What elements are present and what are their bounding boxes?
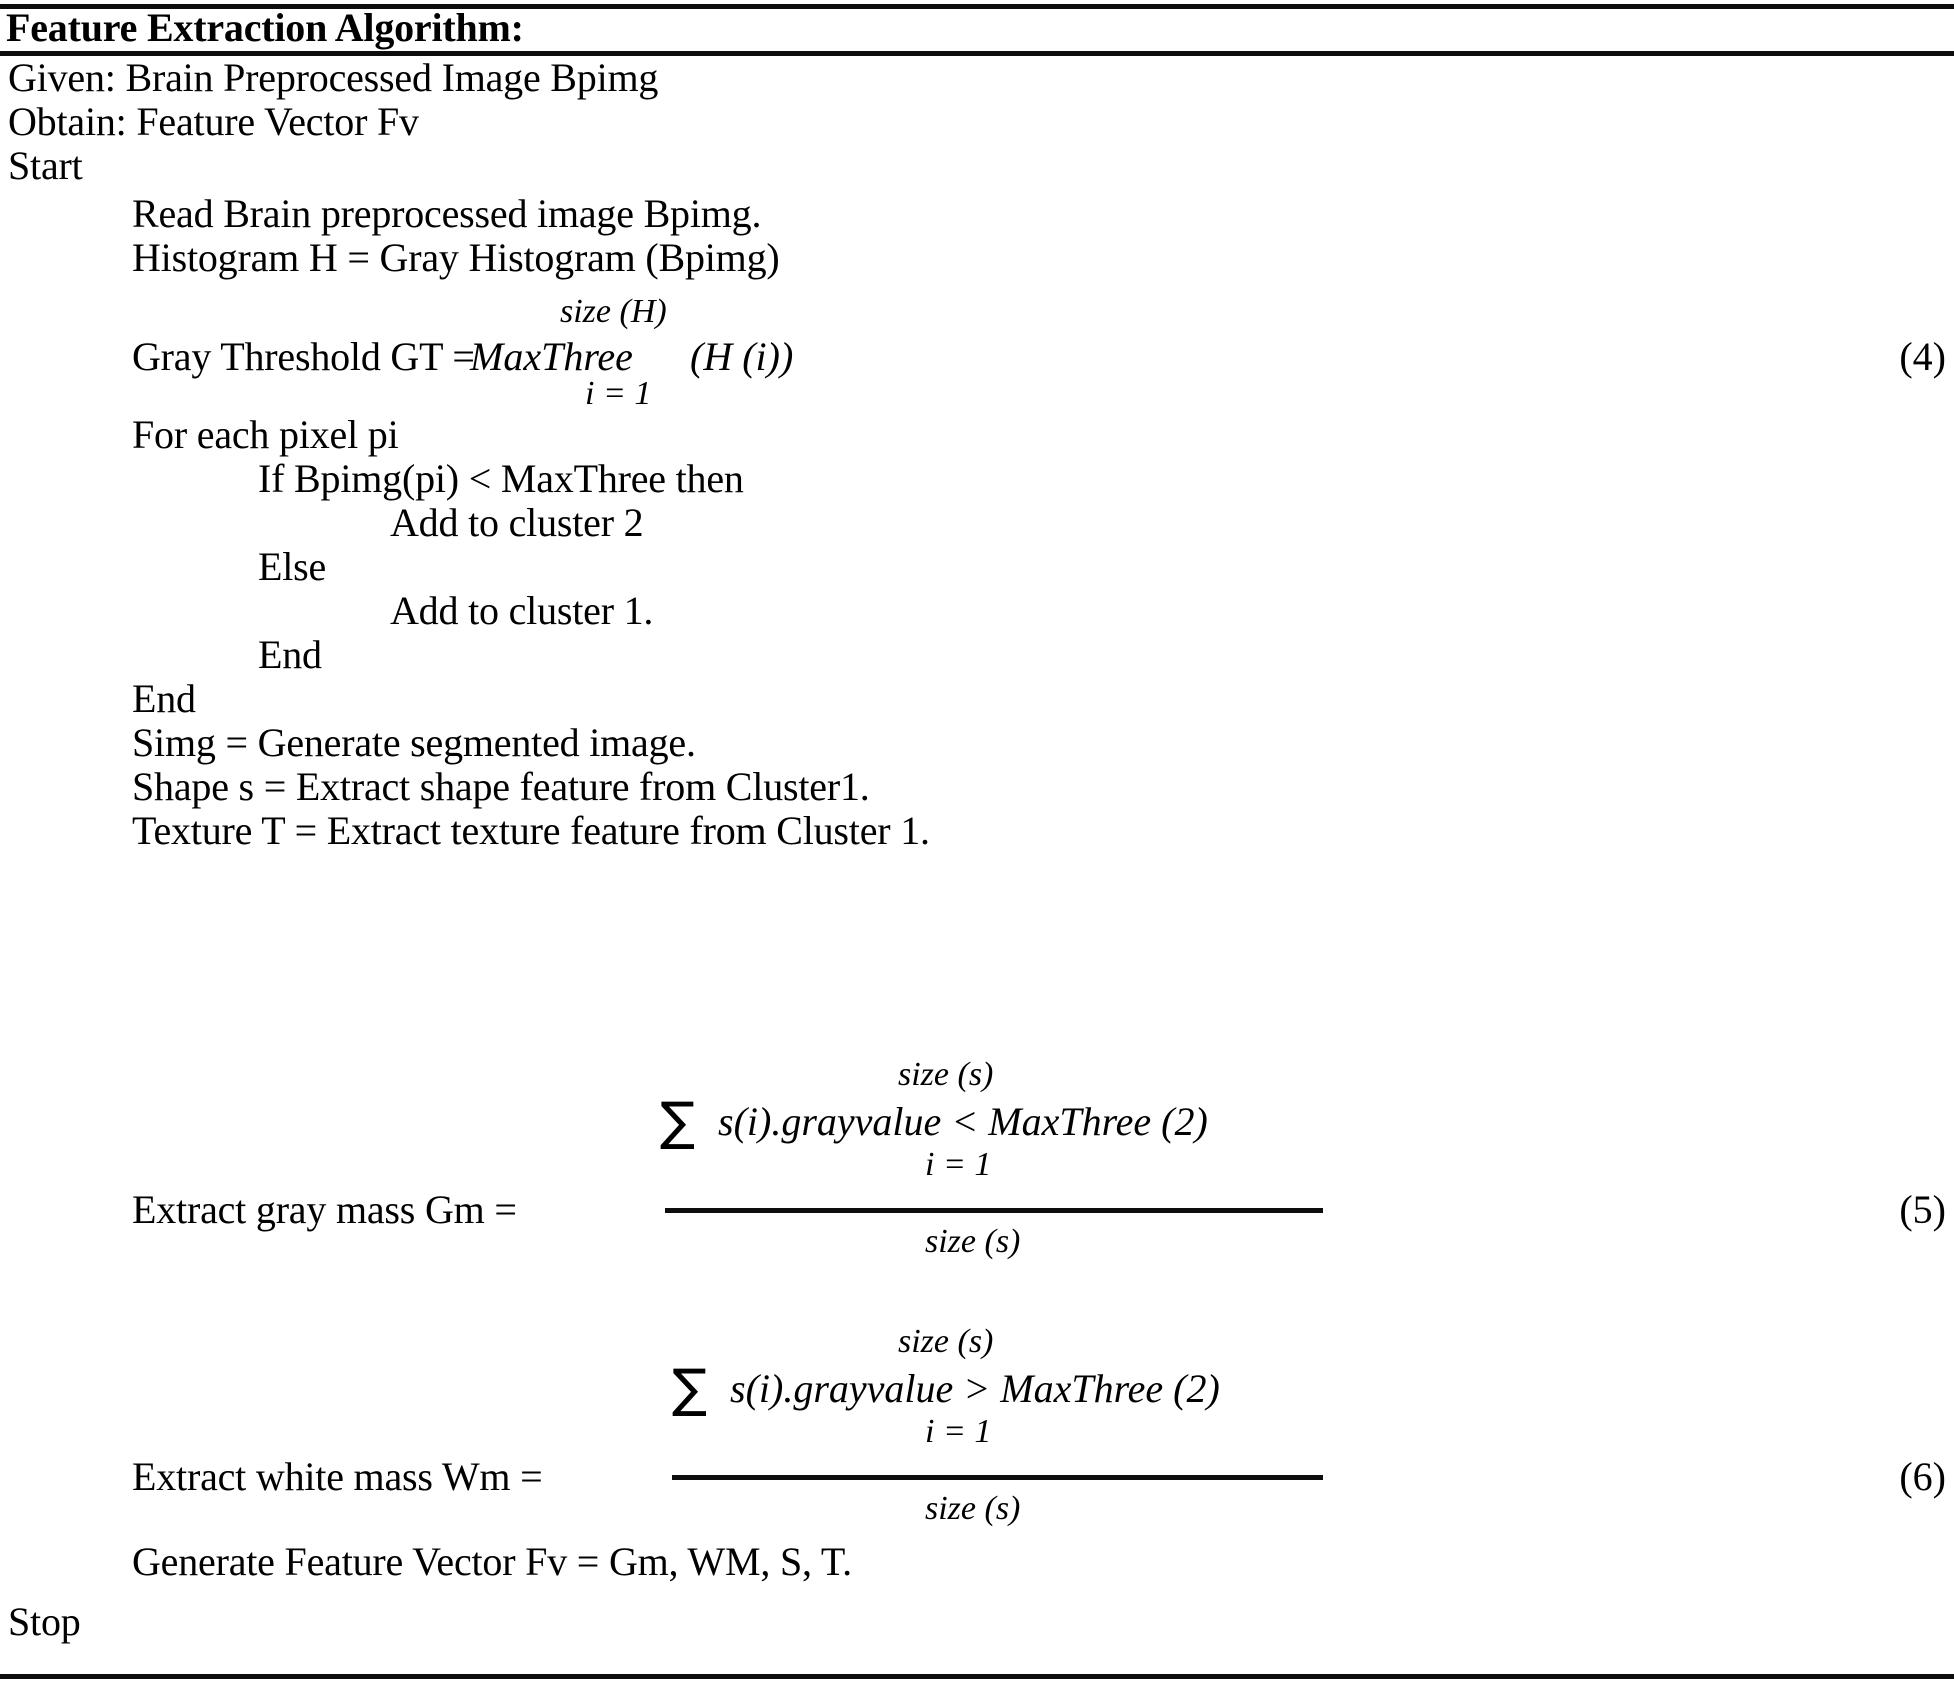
eq6-sum-symbol [672,1359,708,1419]
eq6-lhs: Extract white mass Wm = [132,1454,543,1499]
eq6-numerator-body: s(i).grayvalue > MaxThree (2) [730,1366,1220,1411]
eq5-sum-symbol [660,1092,696,1152]
step-add-cluster-1: Add to cluster 1. [390,588,654,633]
eq5-number: (5) [1899,1187,1946,1232]
step-feature-vector: Generate Feature Vector Fv = Gm, WM, S, T. [132,1539,852,1584]
step-for-each-pixel: For each pixel pi [132,412,399,457]
eq5-lower-limit: i = 1 [925,1146,992,1183]
eq6-number: (6) [1899,1454,1946,1499]
step-shape: Shape s = Extract shape feature from Cluster1. [132,764,870,809]
eq4-number: (4) [1899,334,1946,379]
step-texture: Texture T = Extract texture feature from Cluster 1. [132,808,930,853]
bottom-rule [0,1674,1954,1679]
stop-line: Stop [8,1599,81,1644]
eq4-lhs: Gray Threshold GT = [132,334,475,379]
step-add-cluster-2: Add to cluster 2 [390,500,644,545]
step-else: Else [258,544,327,589]
step-if-condition: If Bpimg(pi) < MaxThree then [258,456,744,501]
eq6-denominator: size (s) [925,1490,1021,1527]
eq5-denominator: size (s) [925,1223,1021,1260]
eq6-upper-limit: size (s) [898,1323,994,1360]
eq5-upper-limit: size (s) [898,1056,994,1093]
start-line: Start [8,143,83,188]
algorithm-title: Feature Extraction Algorithm: [6,5,524,50]
step-histogram: Histogram H = Gray Histogram (Bpimg) [132,235,780,280]
eq5-numerator-body: s(i).grayvalue < MaxThree (2) [718,1099,1208,1144]
step-simg: Simg = Generate segmented image. [132,720,696,765]
sum-icon: ∑ [660,1092,696,1152]
eq6-fraction-bar [672,1475,1323,1480]
eq6-lower-limit: i = 1 [925,1413,992,1450]
given-line: Given: Brain Preprocessed Image Bpimg [8,55,659,100]
eq5-lhs: Extract gray mass Gm = [132,1187,517,1232]
obtain-line: Obtain: Feature Vector Fv [8,99,419,144]
eq4-operator: MaxThree [470,334,633,379]
eq4-upper-limit: size (H) [560,293,667,330]
step-end-inner: End [258,632,322,677]
step-read-image: Read Brain preprocessed image Bpimg. [132,191,762,236]
step-end-outer: End [132,676,196,721]
eq5-fraction-bar [665,1208,1323,1213]
eq4-operand: (H (i)) [690,334,794,379]
eq4-lower-limit: i = 1 [585,375,652,412]
sum-icon: ∑ [672,1359,708,1419]
